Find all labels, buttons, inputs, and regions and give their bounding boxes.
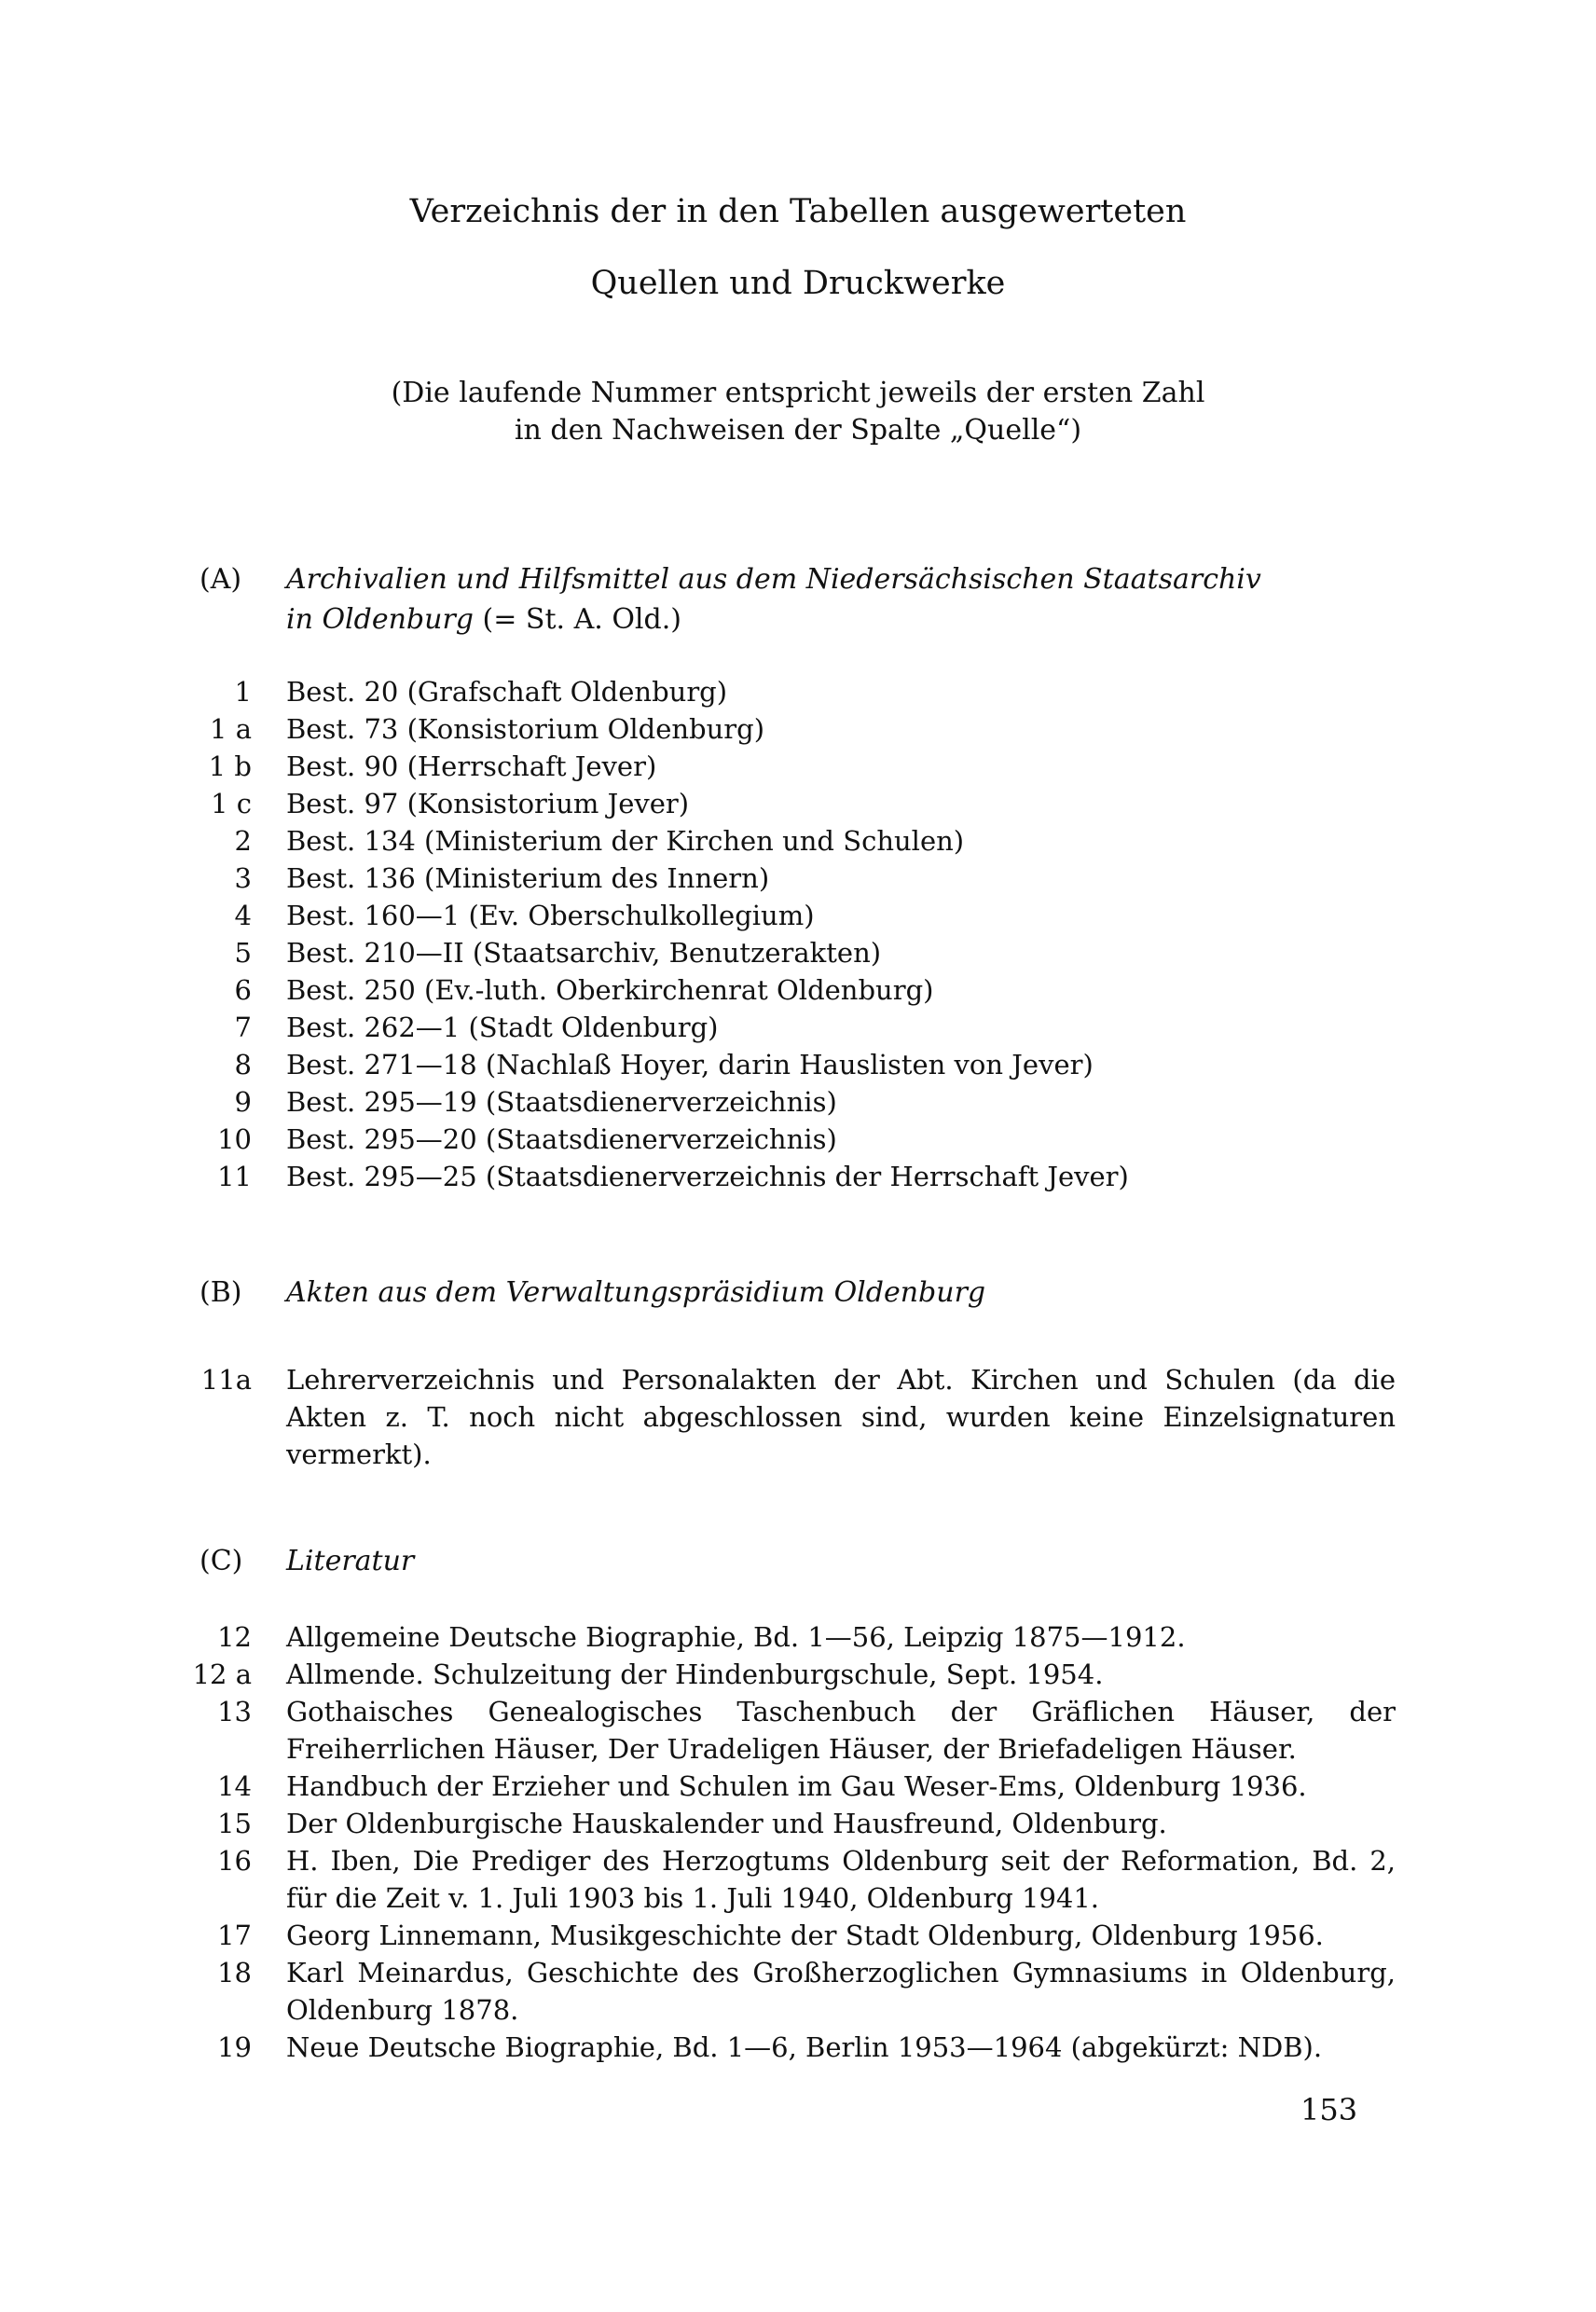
entry-number: 10 bbox=[217, 1123, 252, 1155]
section-c-list bbox=[186, 1618, 1398, 2066]
intro-note-line-1: (Die laufende Nummer entspricht jeweils der ersten Zahl bbox=[391, 377, 1205, 409]
section-c-heading: Literatur bbox=[286, 1545, 415, 1577]
entry-number: 8 bbox=[234, 1049, 252, 1080]
entry-text: Best. 90 (Herrschaft Jever) bbox=[286, 750, 657, 782]
entry-text: Lehrerverzeichnis und Personalakten der Abt. Kirchen und Schulen (da die Akten z. T. noch nicht abgeschlossen sind, wurden keine Einzelsignaturen vermerkt). bbox=[286, 1364, 1396, 1470]
entry-text: H. Iben, Die Prediger des Herzogtums Oldenburg seit der Reformation, Bd. 2, für die Zeit v. 1. Juli 1903 bis 1. Juli 1940, Oldenburg 1941. bbox=[286, 1845, 1396, 1914]
section-b-list bbox=[186, 1361, 1398, 1473]
list-item bbox=[186, 710, 1398, 748]
page-number: 153 bbox=[1300, 2092, 1358, 2127]
entry-text: Best. 134 (Ministerium der Kirchen und Schulen) bbox=[286, 825, 965, 857]
list-item bbox=[186, 1656, 1398, 1693]
section-a-label: (A) bbox=[200, 563, 242, 596]
list-item bbox=[186, 1805, 1398, 1842]
list-item bbox=[186, 897, 1398, 934]
entry-text: Best. 262—1 (Stadt Oldenburg) bbox=[286, 1012, 719, 1043]
section-a-heading-abbrev: (= St. A. Old.) bbox=[474, 603, 681, 636]
entry-number: 1 b bbox=[208, 750, 252, 782]
entry-number: 4 bbox=[234, 900, 252, 931]
page-title-line-1: Verzeichnis der in den Tabellen ausgewerteten bbox=[409, 193, 1187, 230]
list-item bbox=[186, 1842, 1398, 1917]
list-item bbox=[186, 1121, 1398, 1158]
entry-number: 19 bbox=[217, 2031, 252, 2063]
list-item bbox=[186, 1158, 1398, 1195]
list-item bbox=[186, 1083, 1398, 1121]
entry-number: 11 bbox=[217, 1161, 252, 1192]
entry-text: Der Oldenburgische Hauskalender und Hausfreund, Oldenburg. bbox=[286, 1808, 1167, 1839]
entry-text: Best. 210—II (Staatsarchiv, Benutzerakten) bbox=[286, 937, 882, 969]
entry-number: 2 bbox=[234, 825, 252, 857]
list-item bbox=[186, 934, 1398, 971]
entry-number: 5 bbox=[234, 937, 252, 969]
entry-text: Gothaisches Genealogisches Taschenbuch der Gräflichen Häuser, der Freiherrlichen Häuser, Der Uradeligen Häuser, der Briefadeligen Häuser. bbox=[286, 1696, 1396, 1765]
list-item bbox=[186, 1618, 1398, 1656]
entry-text: Best. 97 (Konsistorium Jever) bbox=[286, 788, 690, 819]
section-c-label: (C) bbox=[200, 1545, 243, 1577]
entry-text: Georg Linnemann, Musikgeschichte der Stadt Oldenburg, Oldenburg 1956. bbox=[286, 1920, 1324, 1951]
page-title-line-2: Quellen und Druckwerke bbox=[590, 265, 1006, 302]
section-b-heading: Akten aus dem Verwaltungspräsidium Oldenburg bbox=[286, 1276, 986, 1309]
list-item bbox=[186, 1768, 1398, 1805]
entry-text: Best. 250 (Ev.-luth. Oberkirchenrat Oldenburg) bbox=[286, 974, 934, 1006]
entry-text: Allmende. Schulzeitung der Hindenburgschule, Sept. 1954. bbox=[286, 1658, 1104, 1690]
list-item bbox=[186, 673, 1398, 710]
entry-text: Best. 73 (Konsistorium Oldenburg) bbox=[286, 713, 765, 745]
entry-text: Best. 136 (Ministerium des Innern) bbox=[286, 862, 770, 894]
list-item bbox=[186, 785, 1398, 822]
entry-number: 3 bbox=[234, 862, 252, 894]
list-item bbox=[186, 1046, 1398, 1083]
entry-number: 17 bbox=[217, 1920, 252, 1951]
section-a-heading-continued bbox=[286, 603, 681, 636]
entry-number: 11a bbox=[200, 1364, 252, 1396]
section-a-heading-italic: in Oldenburg bbox=[286, 603, 474, 636]
list-item bbox=[186, 822, 1398, 860]
entry-number: 14 bbox=[217, 1770, 252, 1802]
entry-number: 18 bbox=[217, 1957, 252, 1989]
entry-number: 12 a bbox=[192, 1658, 252, 1690]
entry-number: 1 a bbox=[210, 713, 252, 745]
entry-number: 15 bbox=[217, 1808, 252, 1839]
list-item bbox=[186, 1917, 1398, 1954]
entry-text: Neue Deutsche Biographie, Bd. 1—6, Berlin 1953—1964 (abgekürzt: NDB). bbox=[286, 2031, 1323, 2063]
entry-text: Best. 295—19 (Staatsdienerverzeichnis) bbox=[286, 1086, 837, 1118]
entry-text: Handbuch der Erzieher und Schulen im Gau Weser-Ems, Oldenburg 1936. bbox=[286, 1770, 1307, 1802]
entry-number: 16 bbox=[217, 1845, 252, 1877]
list-item bbox=[186, 1009, 1398, 1046]
entry-number: 1 c bbox=[211, 788, 252, 819]
section-b-label: (B) bbox=[200, 1276, 242, 1309]
entry-text: Best. 20 (Grafschaft Oldenburg) bbox=[286, 676, 728, 708]
list-item bbox=[186, 971, 1398, 1009]
entry-number: 6 bbox=[234, 974, 252, 1006]
entry-text: Karl Meinardus, Geschichte des Großherzoglichen Gymnasiums in Oldenburg, Oldenburg 1878. bbox=[286, 1957, 1396, 2026]
entry-text: Best. 271—18 (Nachlaß Hoyer, darin Hauslisten von Jever) bbox=[286, 1049, 1094, 1080]
entry-number: 1 bbox=[234, 676, 252, 708]
list-item bbox=[186, 2029, 1398, 2066]
list-item bbox=[186, 1693, 1398, 1768]
entry-text: Allgemeine Deutsche Biographie, Bd. 1—56, Leipzig 1875—1912. bbox=[286, 1621, 1186, 1653]
list-item bbox=[186, 1361, 1398, 1473]
list-item bbox=[186, 748, 1398, 785]
entry-number: 12 bbox=[217, 1621, 252, 1653]
list-item bbox=[186, 860, 1398, 897]
entry-text: Best. 160—1 (Ev. Oberschulkollegium) bbox=[286, 900, 815, 931]
entry-number: 9 bbox=[234, 1086, 252, 1118]
section-a-heading: Archivalien und Hilfsmittel aus dem Niedersächsischen Staatsarchiv bbox=[286, 563, 1261, 596]
list-item bbox=[186, 1954, 1398, 2029]
entry-text: Best. 295—25 (Staatsdienerverzeichnis der Herrschaft Jever) bbox=[286, 1161, 1129, 1192]
section-a-list bbox=[186, 673, 1398, 1195]
entry-number: 7 bbox=[234, 1012, 252, 1043]
intro-note-line-2: in den Nachweisen der Spalte „Quelle“) bbox=[514, 414, 1082, 447]
entry-text: Best. 295—20 (Staatsdienerverzeichnis) bbox=[286, 1123, 837, 1155]
entry-number: 13 bbox=[217, 1696, 252, 1727]
